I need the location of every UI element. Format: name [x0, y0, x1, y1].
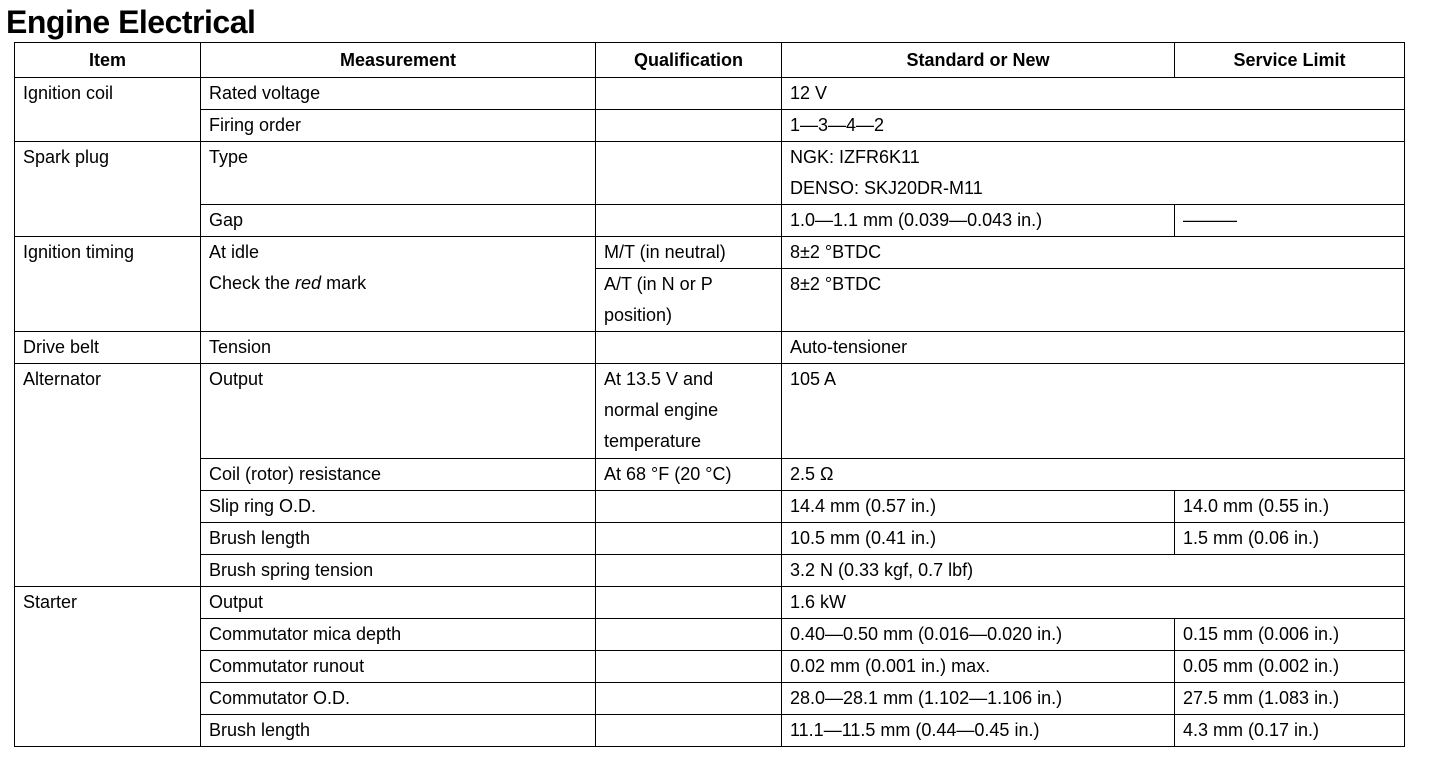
service-limit-cell: 14.0 mm (0.55 in.) [1175, 491, 1405, 523]
standard-cell [782, 142, 1405, 205]
service-limit-cell: ——— [1175, 205, 1405, 237]
measurement-line [209, 268, 587, 299]
standard-cell: 12 V [782, 78, 1405, 110]
measurement-prefix: Check the [209, 273, 296, 293]
standard-cell: 1.0—1.1 mm (0.039—0.043 in.) [782, 205, 1175, 237]
qualification-cell [596, 110, 782, 142]
qualification-cell [596, 651, 782, 683]
table-row [15, 364, 1405, 459]
measurement-cell: Gap [201, 205, 596, 237]
measurement-cell: Firing order [201, 110, 596, 142]
page-title: Engine Electrical [6, 4, 256, 40]
header-item: Item [15, 43, 201, 78]
standard-cell: 0.40—0.50 mm (0.016—0.020 in.) [782, 619, 1175, 651]
standard-cell: 1.6 kW [782, 587, 1405, 619]
measurement-cell: Commutator mica depth [201, 619, 596, 651]
standard-line: DENSO: SKJ20DR-M11 [790, 178, 983, 198]
qualification-cell [596, 142, 782, 205]
measurement-cell: Commutator runout [201, 651, 596, 683]
qualification-line: normal engine [604, 400, 719, 420]
header-row [15, 43, 1405, 78]
measurement-cell: Brush length [201, 523, 596, 555]
table-row [15, 237, 1405, 269]
table-row [15, 523, 1405, 555]
standard-cell: 8±2 °BTDC [782, 269, 1405, 332]
service-limit-cell: 27.5 mm (1.083 in.) [1175, 683, 1405, 715]
measurement-suffix: mark [321, 273, 367, 293]
measurement-cell: Brush length [201, 715, 596, 747]
standard-cell: 1—3—4—2 [782, 110, 1405, 142]
table-row [15, 459, 1405, 491]
service-limit-cell: 1.5 mm (0.06 in.) [1175, 523, 1405, 555]
qualification-cell [596, 587, 782, 619]
standard-cell: 11.1—11.5 mm (0.44—0.45 in.) [782, 715, 1175, 747]
item-ignition-timing: Ignition timing [15, 237, 201, 332]
standard-cell: 8±2 °BTDC [782, 237, 1405, 269]
header-qualification: Qualification [596, 43, 782, 78]
standard-cell: 14.4 mm (0.57 in.) [782, 491, 1175, 523]
qualification-cell [596, 332, 782, 364]
service-limit-cell: 0.15 mm (0.006 in.) [1175, 619, 1405, 651]
item-starter: Starter [15, 587, 201, 747]
measurement-cell: Coil (rotor) resistance [201, 459, 596, 491]
qualification-cell: M/T (in neutral) [596, 237, 782, 269]
item-alternator: Alternator [15, 364, 201, 587]
measurement-cell: Rated voltage [201, 78, 596, 110]
qualification-cell [596, 619, 782, 651]
measurement-cell: Brush spring tension [201, 555, 596, 587]
table-row [15, 491, 1405, 523]
table-row [15, 587, 1405, 619]
standard-cell: 2.5 Ω [782, 459, 1405, 491]
table-row [15, 715, 1405, 747]
red-mark-emphasis: red [295, 273, 322, 293]
qualification-cell [596, 269, 782, 332]
service-limit-cell: 4.3 mm (0.17 in.) [1175, 715, 1405, 747]
standard-cell: 0.02 mm (0.001 in.) max. [782, 651, 1175, 683]
standard-cell: 3.2 N (0.33 kgf, 0.7 lbf) [782, 555, 1405, 587]
standard-cell: 10.5 mm (0.41 in.) [782, 523, 1175, 555]
item-spark-plug: Spark plug [15, 142, 201, 237]
qualification-cell [596, 715, 782, 747]
standard-cell: 28.0—28.1 mm (1.102—1.106 in.) [782, 683, 1175, 715]
standard-cell: Auto-tensioner [782, 332, 1405, 364]
header-standard: Standard or New [782, 43, 1175, 78]
table-row [15, 619, 1405, 651]
measurement-cell: Slip ring O.D. [201, 491, 596, 523]
qualification-cell: At 68 °F (20 °C) [596, 459, 782, 491]
standard-cell: 105 A [782, 364, 1405, 459]
measurement-cell [201, 237, 596, 332]
table-row [15, 142, 1405, 205]
qualification-line: temperature [604, 431, 702, 451]
measurement-cell: Tension [201, 332, 596, 364]
table-row [15, 332, 1405, 364]
item-ignition-coil: Ignition coil [15, 78, 201, 142]
table-row [15, 683, 1405, 715]
qualification-cell [596, 491, 782, 523]
measurement-cell: Output [201, 364, 596, 459]
qualification-line: At 13.5 V and [604, 369, 714, 389]
standard-line: NGK: IZFR6K11 [790, 147, 920, 167]
table-row [15, 110, 1405, 142]
qualification-line: position) [604, 305, 673, 325]
spec-table [14, 42, 1405, 747]
qualification-cell [596, 555, 782, 587]
qualification-cell [596, 683, 782, 715]
qualification-cell [596, 205, 782, 237]
service-limit-cell: 0.05 mm (0.002 in.) [1175, 651, 1405, 683]
qualification-cell [596, 523, 782, 555]
table-row [15, 78, 1405, 110]
qualification-cell [596, 78, 782, 110]
header-measurement: Measurement [201, 43, 596, 78]
measurement-cell: Type [201, 142, 596, 205]
measurement-line: At idle [209, 242, 260, 262]
table-row [15, 555, 1405, 587]
table-row [15, 205, 1405, 237]
measurement-cell: Commutator O.D. [201, 683, 596, 715]
item-drive-belt: Drive belt [15, 332, 201, 364]
table-row [15, 651, 1405, 683]
qualification-line: A/T (in N or P [604, 274, 713, 294]
header-service-limit: Service Limit [1175, 43, 1405, 78]
qualification-cell [596, 364, 782, 459]
measurement-cell: Output [201, 587, 596, 619]
